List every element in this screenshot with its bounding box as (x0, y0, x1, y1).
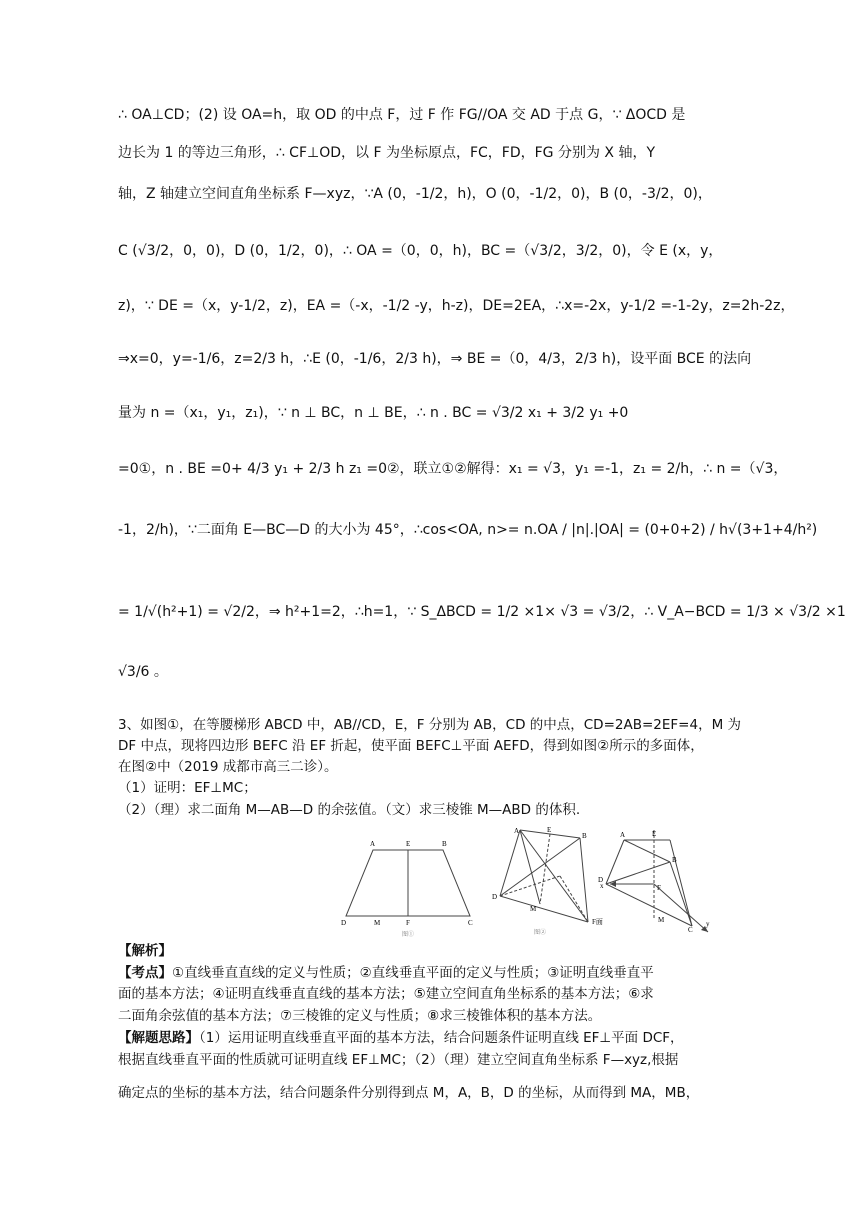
fig3-label: E (652, 830, 657, 838)
fig1-label: D (341, 919, 347, 927)
fig2-label: A (514, 827, 520, 835)
text-line: z)，∵ DE =（x，y-1/2，z)，EA =（-x，-1/2 -y，h-z)，DE=2EA，∴x=-2x，y-1/2 =-1-2y，z=2h-2z， (118, 298, 795, 314)
silu-label: 【解题思路】 (118, 1030, 199, 1046)
fig2-label: M (530, 905, 537, 913)
silu-line: 根据直线垂直平面的性质就可证明直线 EF⊥MC；（2）（理）建立空间直角坐标系 F—xyz,根据 (118, 1052, 679, 1068)
silu-line (118, 1028, 684, 1048)
problem-line: 3、如图①，在等腰梯形 ABCD 中，AB//CD，E，F 分别为 AB，CD 的中点，CD=2AB=2EF=4，M 为 (118, 717, 742, 733)
problem-line: 在图②中（2019 成都市高三二诊）。 (118, 759, 338, 775)
fig3-label: D (598, 876, 604, 884)
figure-coordinate-system (596, 826, 716, 938)
fig3-label: M (658, 916, 665, 924)
kaodian-label: 【考点】 (118, 965, 172, 981)
text-line: C (√3/2，0，0)，D (0，1/2，0)，∴ OA =（0，0，h)，BC =（√3/2，3/2，0)，令 E (x，y， (118, 243, 723, 259)
text-line: -1，2/h)，∵二面角 E—BC—D 的大小为 45°，∴cos<OA, n>= n.OA / |n|.|OA| = (0+0+2) / h√(3+1+4/h²) (118, 522, 818, 538)
text-line: √3/6 。 (118, 664, 168, 680)
fig2-caption: 图② (534, 930, 547, 936)
fig2-label: F面 (592, 918, 603, 926)
fig1-label: E (406, 840, 411, 848)
text-line: =0①，n . BE =0+ 4/3 y₁ + 2/3 h z₁ =0②，联立①②解得：x₁ = √3，y₁ =-1，z₁ = 2/h，∴ n =（√3， (118, 461, 788, 477)
kaodian-line: 二面角余弦值的基本方法；⑦三棱锥的定义与性质；⑧求三棱锥体积的基本方法。 (118, 1008, 602, 1024)
text-line: 量为 n =（x₁，y₁，z₁)，∵ n ⊥ BC，n ⊥ BE，∴ n . BC = √3/2 x₁ + 3/2 y₁ +0 (118, 405, 629, 421)
silu-text: （1）运用证明直线垂直平面的基本方法，结合问题条件证明直线 EF⊥平面 DCF， (199, 1030, 684, 1046)
analysis-header: 【解析】 (118, 943, 172, 959)
fig3-label: A (620, 831, 626, 839)
figure-trapezoid (338, 828, 478, 938)
fig1-label: A (370, 840, 376, 848)
fig1-label: F (406, 919, 410, 927)
problem-line: （2）（理）求二面角 M—AB—D 的余弦值。（文）求三棱锥 M—ABD 的体积. (118, 802, 581, 818)
fig3-label: B (672, 856, 677, 864)
text-line: ∴ OA⊥CD；(2) 设 OA=h，取 OD 的中点 F，过 F 作 FG//OA 交 AD 于点 G，∵ ΔOCD 是 (118, 107, 686, 123)
text-line: 轴，Z 轴建立空间直角坐标系 F—xyz，∵A (0，-1/2，h)，O (0，-1/2，0)，B (0，-3/2，0)， (118, 186, 712, 202)
text-line: ⇒x=0，y=-1/6，z=2/3 h，∴E (0，-1/6，2/3 h)，⇒ BE =（0，4/3，2/3 h)，设平面 BCE 的法向 (118, 351, 752, 367)
fig1-label: C (468, 919, 473, 927)
fig3-label: C (688, 926, 693, 934)
problem-line: DF 中点，现将四边形 BEFC 沿 EF 折起，使平面 BEFC⊥平面 AEFD，得到如图②所示的多面体， (118, 738, 704, 754)
fig3-label: x (600, 882, 604, 890)
silu-line: 确定点的坐标的基本方法，结合问题条件分别得到点 M，A，B，D 的坐标，从而得到 MA，MB， (118, 1085, 700, 1101)
fig3-label: y (706, 920, 710, 928)
figure-polyhedron (480, 826, 610, 938)
problem-line: （1）证明：EF⊥MC； (118, 780, 257, 796)
kaodian-line: 面的基本方法；④证明直线垂直直线的基本方法；⑤建立空间直角坐标系的基本方法；⑥求 (118, 986, 654, 1002)
fig1-label: M (374, 919, 381, 927)
fig1-caption: 图① (402, 932, 415, 938)
fig2-label: E (547, 826, 552, 834)
kaodian-line (118, 963, 654, 983)
fig2-label: B (582, 832, 587, 840)
fig3-label: F (657, 884, 661, 892)
text-line: 边长为 1 的等边三角形，∴ CF⊥OD，以 F 为坐标原点，FC，FD，FG 分别为 X 轴，Y (118, 145, 655, 161)
fig1-label: B (442, 840, 447, 848)
kaodian-text: ①直线垂直直线的定义与性质；②直线垂直平面的定义与性质；③证明直线垂直平 (172, 965, 654, 981)
text-line: = 1/√(h²+1) = √2/2，⇒ h²+1=2，∴h=1，∵ S_ΔBCD = 1/2 ×1× √3 = √3/2，∴ V_A−BCD = 1/3 × √3/2 ×1 (118, 604, 846, 620)
fig2-label: D (492, 893, 498, 901)
